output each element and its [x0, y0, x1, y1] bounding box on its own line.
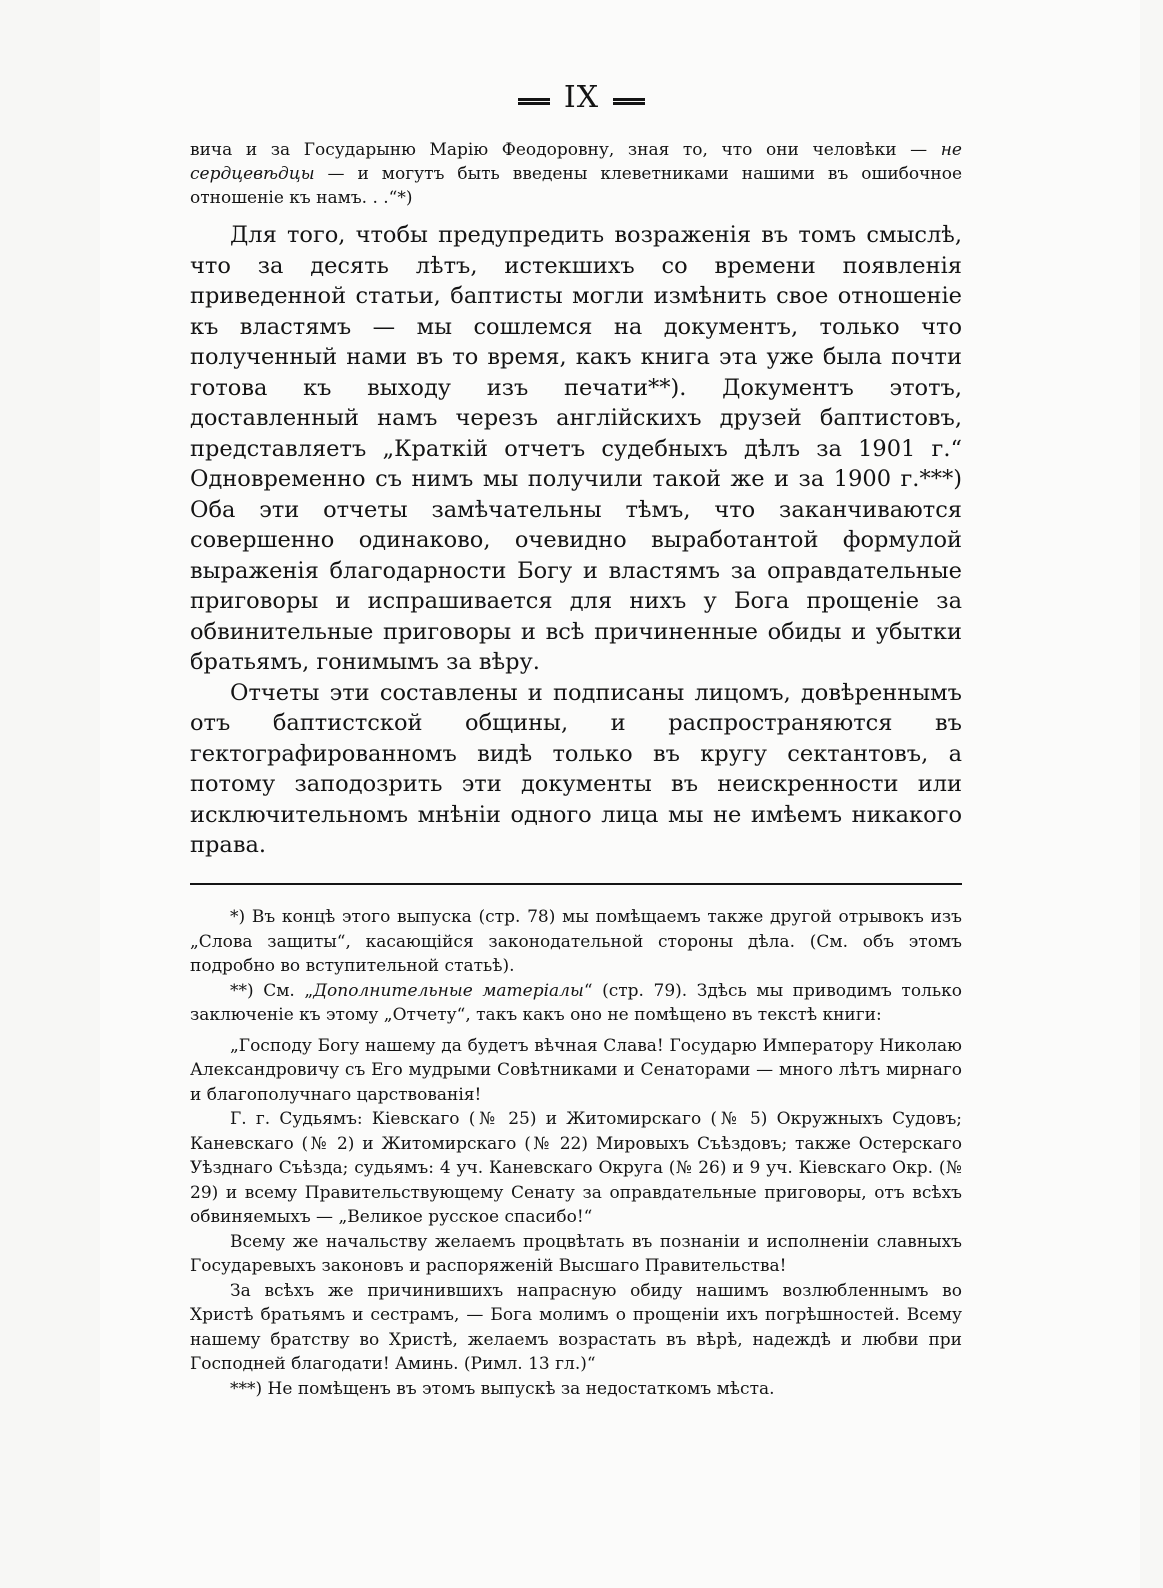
footnotes: [190, 905, 962, 1401]
footnote-2-emphasis: Дополнительные матеріалы: [313, 980, 584, 1001]
body-paragraph-1: Для того, чтобы предупредить возраженія въ томъ смыслѣ, что за десять лѣтъ, истекшихъ со времени появленія приведенной статьи, баптисты могли измѣнить свое отношеніе къ властямъ — мы сошлемся на документъ, только что полученный нами въ то время, какъ книга эта уже была почти готова къ выходу изъ печати**). Документъ этотъ, доставленный намъ черезъ англійскихъ друзей баптистовъ, представляетъ „Краткій отчетъ судебныхъ дѣлъ за 1901 г.“ Одновременно съ нимъ мы получили такой же и за 1900 г.***) Оба эти отчеты замѣчательны тѣмъ, что заканчиваются совершенно одинаково, очевидно выработантой формулой выраженія благодарности Богу и властямъ за оправдательные приговоры и испрашивается для нихъ у Бога прощеніе за обвинительные приговоры и всѣ причиненные обиды и убытки братьямъ, гонимымъ за вѣру.: [190, 222, 962, 675]
header-ornament-left: [518, 98, 550, 101]
lead-paragraph: [190, 138, 962, 210]
quote-paragraph-1: „Господу Богу нашему да будетъ вѣчная Слава! Государю Императору Николаю Александровичу съ Его мудрыми Совѣтниками и Сенаторами — много лѣтъ мирнаго и благополучнаго царствованія!: [190, 1035, 962, 1105]
page-header: [0, 80, 1163, 115]
lead-emphasis: не сердцевѣдцы: [190, 140, 962, 184]
page-number: IX: [563, 80, 600, 115]
footnote-1: *) Въ концѣ этого выпуска (стр. 78) мы помѣщаемъ также другой отрывокъ изъ „Слова защиты“, касающійся законодательной стороны дѣла. (См. объ этомъ подробно во вступительной статьѣ).: [190, 907, 962, 976]
quote-paragraph-3: Всему же начальству желаемъ процвѣтать въ познаніи и исполненіи славныхъ Государевыхъ законовъ и распоряженій Высшаго Правительства!: [190, 1231, 962, 1276]
footnote-2-prefix: **) См. „: [230, 980, 314, 1001]
footnote-2-text: “ (стр. 79). Здѣсь мы приводимъ только заключеніе къ этому „Отчету“, такъ какъ оно не помѣщено въ текстѣ книги:: [190, 980, 962, 1025]
quote-paragraph-2: Г. г. Судьямъ: Кіевскаго (№ 25) и Житомирскаго (№ 5) Окружныхъ Судовъ; Каневскаго (№ 2) и Житомирскаго (№ 22) Мировыхъ Съѣздовъ; также Остерскаго Уѣзднаго Съѣзда; судьямъ: 4 уч. Каневскаго Округа (№ 26) и 9 уч. Кіевскаго Окр. (№ 29) и всему Правительствующему Сенату за оправдательные приговоры, отъ всѣхъ обвиняемыхъ — „Великое русское спасибо!“: [190, 1109, 962, 1227]
quote-paragraph-4: За всѣхъ же причинившихъ напрасную обиду нашимъ возлюбленнымъ во Христѣ братьямъ и сестрамъ, — Бога молимъ о прощеніи ихъ погрѣшностей. Всему нашему братству во Христѣ, желаемъ возрастать въ вѣрѣ, надеждѣ и любви при Господней благодати! Аминь. (Римл. 13 гл.)“: [190, 1280, 962, 1374]
main-text: [190, 220, 962, 861]
header-ornament-right: [613, 98, 645, 101]
footnote-2: [190, 979, 962, 1028]
lead-text-start: вича и за Государыню Марію Феодоровну, зная то, что они человѣки —: [190, 140, 941, 160]
body-paragraph-2: Отчеты эти составлены и подписаны лицомъ, довѣреннымъ отъ баптистской общины, и распространяются въ гектографированномъ видѣ только въ кругу сектантовъ, а потому заподозрить эти документы въ неискренности или исключительномъ мнѣніи одного лица мы не имѣемъ никакого права.: [190, 679, 962, 858]
footnote-3: ***) Не помѣщенъ въ этомъ выпускѣ за недостаткомъ мѣста.: [230, 1378, 775, 1399]
footnote-divider: [190, 883, 962, 885]
lead-text-end: — и могутъ быть введены клеветниками нашими въ ошибочное отношеніе къ намъ. . .“*): [190, 164, 962, 208]
